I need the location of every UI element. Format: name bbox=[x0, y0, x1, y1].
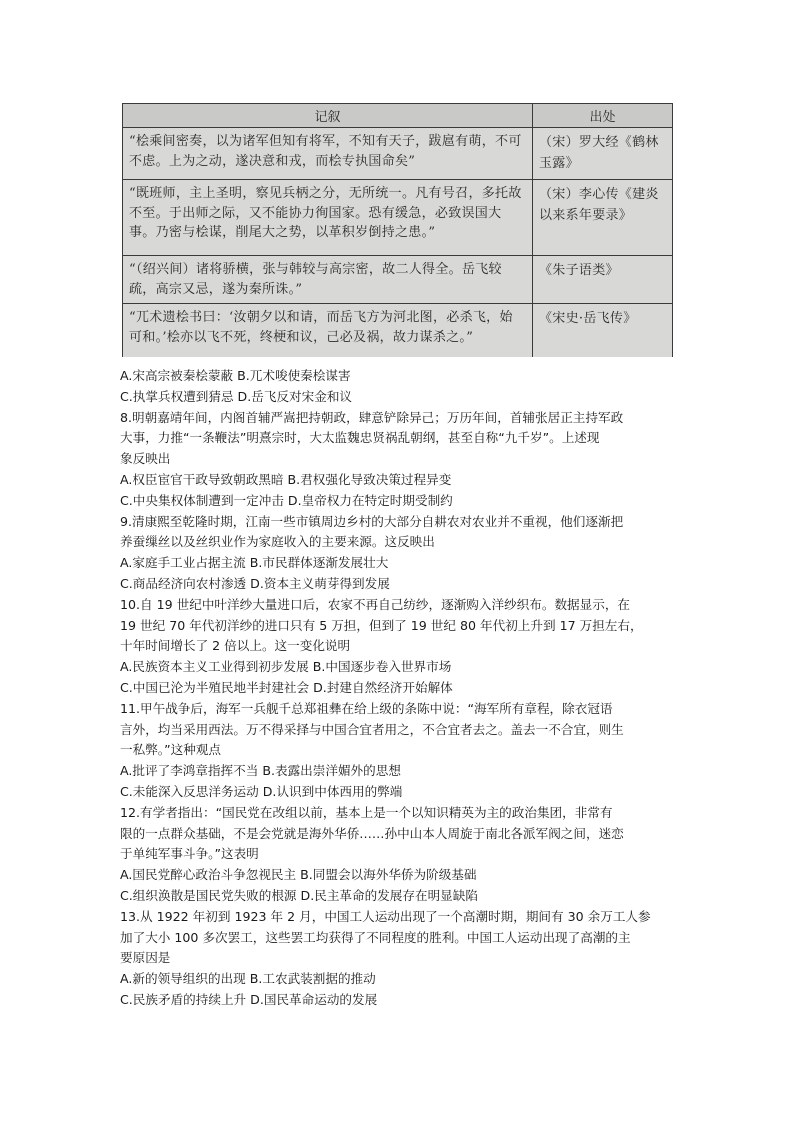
text-line: C.商品经济向农村渗透 D.资本主义萌芽得到发展 bbox=[120, 575, 390, 591]
table-cell-source: 《宋史·岳飞传》 bbox=[533, 304, 673, 358]
text-line: 11.甲午战争后，海军一兵舰千总郑祖彝在给上级的条陈中说：“海军所有章程，除衣冠语 bbox=[120, 700, 613, 716]
table-cell-record: “兀术遗桧书曰：‘汝朝夕以和请，而岳飞方为河北图，必杀飞，始可和。’桧亦以飞不死，终梗和议，己必及祸，故力谋杀之。” bbox=[123, 304, 533, 358]
table-cell-source: 《朱子语类》 bbox=[533, 256, 673, 304]
text-line: 养蚕缫丝以及丝织业作为家庭收入的主要来源。这反映出 bbox=[120, 534, 435, 550]
table-row bbox=[123, 128, 673, 180]
text-line: 12.有学者指出：“国民党在改组以前，基本上是一个以知识精英为主的政治集团，非常有 bbox=[120, 804, 613, 820]
text-line: 10.自 19 世纪中叶洋纱大量进口后，农家不再自己纺纱，逐渐购入洋纱织布。数据显示，在 bbox=[120, 596, 631, 612]
text-line: 要原因是 bbox=[120, 950, 171, 966]
text-line: 限的一点群众基础，不是会党就是海外华侨……孙中山本人周旋于南北各派军阀之间，迷恋 bbox=[120, 825, 624, 841]
text-line: 8.明朝嘉靖年间，内阁首辅严嵩把持朝政，肆意铲除异己；万历年间，首辅张居正主持军政 bbox=[120, 409, 624, 425]
text-line: 象反映出 bbox=[120, 451, 171, 467]
text-line: A.权臣宦官干政导致朝政黑暗 B.君权强化导致决策过程异变 bbox=[120, 471, 452, 487]
text-line: 于单纯军事斗争。”这表明 bbox=[120, 846, 259, 862]
table-header-row bbox=[123, 104, 673, 128]
text-line: C.中国已沦为半殖民地半封建社会 D.封建自然经济开始解体 bbox=[120, 679, 453, 695]
text-line: C.执掌兵权遭到猜忌 D.岳飞反对宋金和议 bbox=[120, 388, 353, 404]
text-line: 9.清康熙至乾隆时期，江南一些市镇周边乡村的大部分自耕农对农业并不重视，他们逐渐把 bbox=[120, 513, 624, 529]
table-row bbox=[123, 304, 673, 358]
table-cell-record: “（绍兴间）诸将骄横，张与韩较与高宗密，故二人得全。岳飞较疏，高宗又忌，遂为秦所诛。” bbox=[123, 256, 533, 304]
table-cell-record: “桧乘间密奏，以为诸军但知有将军，不知有天子，跋扈有萌，不可不虑。上为之动，遂决意和戎，而桧专执国命矣” bbox=[123, 128, 533, 180]
table-row bbox=[123, 256, 673, 304]
text-line: 言外，均当采用西法。万不得采择与中国合宜者用之，不合宜者去之。盖去一不合宜，则生 bbox=[120, 721, 624, 737]
source-table bbox=[122, 103, 673, 357]
text-line: C.民族矛盾的持续上升 D.国民革命运动的发展 bbox=[120, 991, 378, 1007]
table-cell-source: （宋）李心传《建炎以来系年要录》 bbox=[533, 180, 673, 256]
text-line: 一私弊。”这种观点 bbox=[120, 742, 221, 758]
scanned-source-table bbox=[122, 103, 673, 357]
text-line: C.未能深入反思洋务运动 D.认识到中体西用的弊端 bbox=[120, 783, 403, 799]
table-cell-source: （宋）罗大经《鹤林玉露》 bbox=[533, 128, 673, 180]
table-header-source: 出处 bbox=[533, 104, 673, 128]
text-line: 加了大小 100 多次罢工，这些罢工均获得了不同程度的胜利。中国工人运动出现了高潮的主 bbox=[120, 929, 631, 945]
text-line: C.组织涣散是国民党失败的根源 D.民主革命的发展存在明显缺陷 bbox=[120, 887, 478, 903]
text-line: A.国民党醉心政治斗争忽视民主 B.同盟会以海外华侨为阶级基础 bbox=[120, 867, 477, 883]
text-line: 19 世纪 70 年代初洋纱的进口只有 5 万担，但到了 19 世纪 80 年代初上升到 17 万担左右， bbox=[120, 617, 643, 633]
table-header-record: 记叙 bbox=[123, 104, 533, 128]
question-text bbox=[120, 366, 680, 1011]
text-line: A.民族资本主义工业得到初步发展 B.中国逐步卷入世界市场 bbox=[120, 659, 452, 675]
text-line: A.宋高宗被秦桧蒙蔽 B.兀术唆使秦桧谋害 bbox=[120, 368, 351, 383]
table-cell-record: “既班师，主上圣明，察见兵柄之分，无所统一。凡有号召，多托故不至。于出师之际，又不能协力徇国家。恐有缓急，必致误国大事。乃密与桧谋，削尾大之势，以革积岁倒持之患。” bbox=[123, 180, 533, 256]
text-line: 十年时间增长了 2 倍以上。这一变化说明 bbox=[120, 638, 351, 654]
text-line: A.批评了李鸿章指挥不当 B.表露出崇洋媚外的思想 bbox=[120, 763, 401, 779]
text-line: 大事，力推“一条鞭法”明熹宗时，大太监魏忠贤祸乱朝纲，甚至自称“九千岁”。上述现 bbox=[120, 430, 600, 446]
table-row bbox=[123, 180, 673, 256]
text-line: 13.从 1922 年初到 1923 年 2 月，中国工人运动出现了一个高潮时期，期间有 30 余万工人参 bbox=[120, 908, 651, 924]
text-line: A.家庭手工业占据主流 B.市民群体逐渐发展壮大 bbox=[120, 555, 389, 571]
text-line: A.新的领导组织的出现 B.工农武装割据的推动 bbox=[120, 971, 376, 987]
text-line: C.中央集权体制遭到一定冲击 D.皇帝权力在特定时期受制约 bbox=[120, 492, 453, 508]
